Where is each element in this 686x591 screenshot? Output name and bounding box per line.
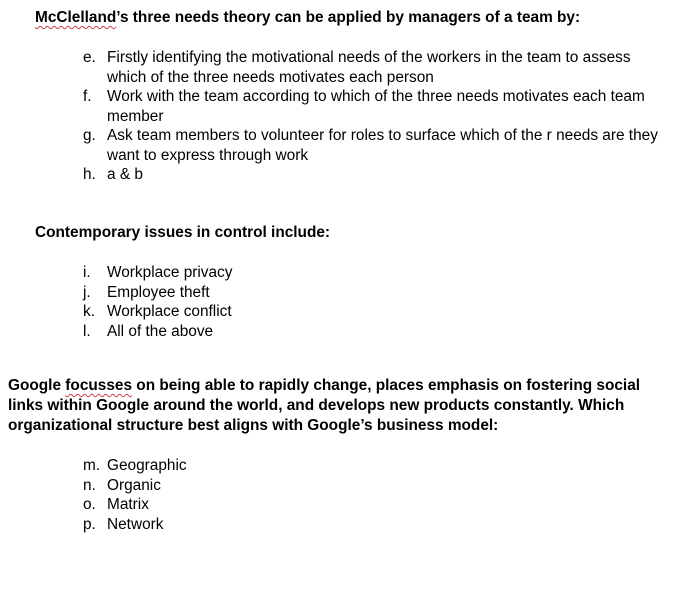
question-1-title: McClelland’s three needs theory can be applied by managers of a team by:: [35, 9, 581, 26]
option-text: Work with the team according to which of the three needs motivates each team member: [107, 88, 645, 125]
option-text: Workplace privacy: [107, 264, 233, 281]
option-letter: f.: [83, 88, 92, 105]
spellcheck-word: focusses: [65, 377, 133, 394]
option-text: Workplace conflict: [107, 303, 232, 320]
option-letter: e.: [83, 49, 96, 66]
option-letter: k.: [83, 303, 95, 320]
option-text: Network: [107, 516, 164, 533]
option-letter: p.: [83, 516, 96, 533]
option-text: Matrix: [107, 496, 149, 513]
option-text: Geographic: [107, 457, 187, 474]
option-letter: g.: [83, 127, 96, 144]
option-letter: m.: [83, 457, 101, 474]
option-text: All of the above: [107, 323, 214, 340]
option-letter: j.: [83, 284, 91, 301]
option-text: Firstly identifying the motivational needs of the workers in the team to assess which of the three needs motivates each person: [107, 49, 631, 86]
question-3-title: Google focusses on being able to rapidly change, places emphasis on fostering social links within Google around the world, and develops new products constantly. Which organizational structure best aligns with Google’s business model:: [8, 377, 641, 434]
option-text: Organic: [107, 477, 161, 494]
option-letter: o.: [83, 496, 96, 513]
option-text: a & b: [107, 166, 143, 183]
option-letter: h.: [83, 166, 96, 183]
option-letter: n.: [83, 477, 96, 494]
option-letter: i.: [83, 264, 91, 281]
spellcheck-word: McClelland: [35, 9, 117, 26]
option-text: Ask team members to volunteer for roles to surface which of the r needs are they want to express through work: [107, 127, 658, 164]
question-2-title: Contemporary issues in control include:: [35, 224, 331, 241]
option-text: Employee theft: [107, 284, 210, 301]
option-letter: l.: [83, 323, 91, 340]
